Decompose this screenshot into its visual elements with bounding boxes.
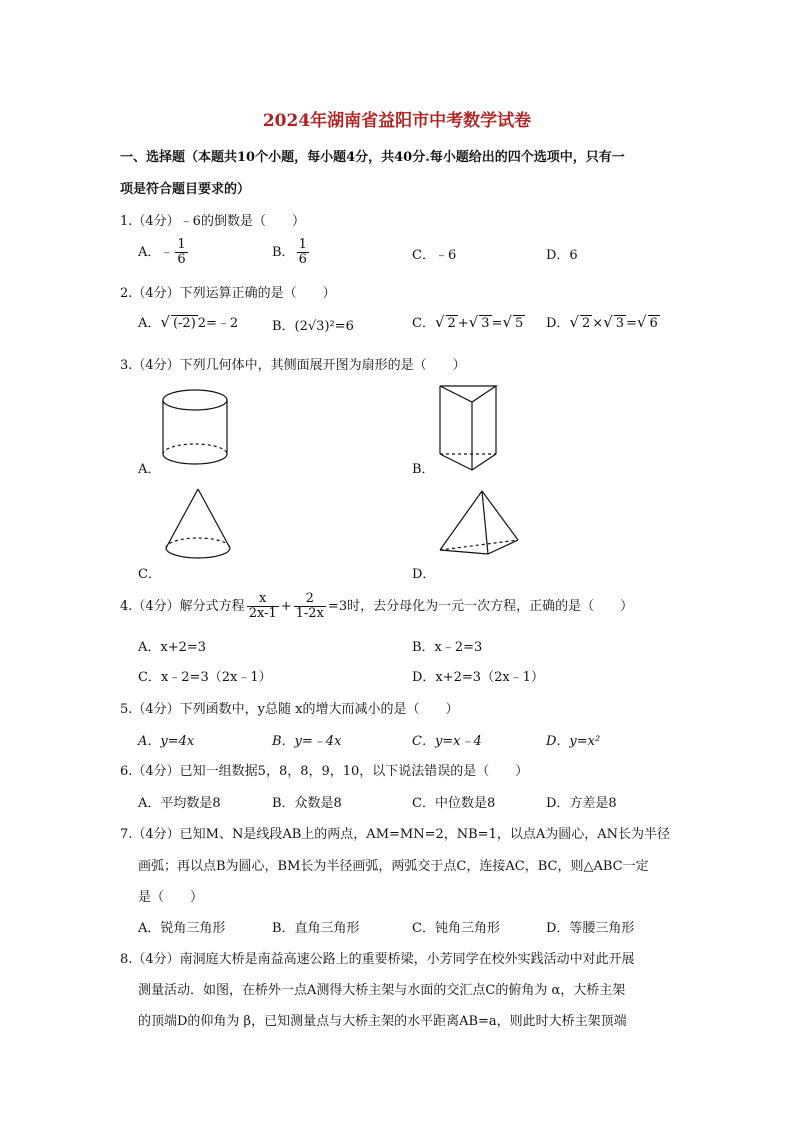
q2-c-label: C． — [412, 316, 435, 331]
q2-option-b[interactable]: B．(2√3)²=6 — [272, 319, 354, 334]
q6-option-b[interactable]: B．众数是8 — [272, 796, 342, 811]
q1-option-b[interactable] — [272, 238, 311, 267]
q2-c-eq: = — [491, 316, 503, 331]
q2-d-label: D． — [546, 316, 570, 331]
section-heading-line1: 一、选择题（本题共10个小题，每小题4分，共40分.每小题给出的四个选项中，只有一 — [120, 150, 625, 165]
q4-stem-post: =3时，去分母化为一元一次方程，正确的是（ ） — [327, 599, 634, 614]
q1-b-fraction — [297, 238, 309, 267]
q2-option-a[interactable] — [138, 312, 238, 331]
sqrt-icon: √ — [603, 313, 613, 331]
q2-d-r1: 2 — [582, 316, 591, 331]
q3-option-d[interactable]: D． — [412, 567, 436, 582]
q1-a-sign: ﹣ — [160, 245, 174, 260]
q1-a-label: A． — [138, 245, 161, 260]
q6-stem: 6.（4分）已知一组数据5，8，8，9，10，以下说法错误的是（ ） — [120, 764, 529, 779]
q7-line1: 7.（4分）已知M、N是线段AB上的两点，AM=MN=2，NB=1，以点A为圆心，AN长为半径 — [120, 827, 670, 842]
q1-b-den: 6 — [298, 252, 307, 267]
q2-d-eq: = — [626, 316, 637, 331]
q3-stem: 3.（4分）下列几何体中，其侧面展开图为扇形的是（ ） — [120, 358, 466, 373]
q7-option-a[interactable]: A．锐角三角形 — [138, 921, 226, 936]
q4-plus: + — [280, 599, 292, 614]
q5-option-d[interactable]: D．y=x² — [546, 734, 601, 749]
q1-option-c[interactable]: C．﹣6 — [412, 248, 457, 263]
q6-option-d[interactable]: D．方差是8 — [546, 796, 617, 811]
q3-option-c[interactable]: C． — [138, 567, 161, 582]
q2-a-tail: 2=﹣2 — [197, 316, 239, 331]
q2-d-times: × — [592, 316, 604, 331]
q5-option-a[interactable]: A．y=4x — [138, 734, 195, 749]
q4-option-d[interactable]: D．x+2=3（2x﹣1） — [412, 670, 544, 685]
q7-option-b[interactable]: B．直角三角形 — [272, 921, 360, 936]
q4-option-a[interactable]: A．x+2=3 — [138, 640, 207, 655]
q5-option-c[interactable]: C．y=x﹣4 — [412, 734, 482, 749]
q4-fraction-1 — [247, 592, 279, 621]
sqrt-icon: √ — [636, 313, 647, 331]
q4-f2-num: 2 — [294, 592, 326, 607]
q2-option-c[interactable] — [412, 312, 525, 331]
q3-option-a[interactable]: A． — [138, 462, 161, 477]
q5-stem: 5.（4分）下列函数中，y总随 x的增大而减小的是（ ） — [120, 702, 459, 717]
q2-a-radicand: (-2) — [172, 316, 196, 331]
q2-a-label: A． — [138, 316, 161, 331]
q1-option-d[interactable]: D．6 — [546, 248, 578, 263]
q1-a-fraction — [175, 238, 187, 267]
tetrahedron-figure — [432, 488, 528, 564]
q1-a-num: 1 — [177, 237, 186, 252]
q7-option-c[interactable]: C．钝角三角形 — [412, 921, 500, 936]
q4-f1-den: 2x-1 — [248, 606, 277, 621]
cylinder-figure — [155, 386, 235, 470]
q2-d-r2: 3 — [615, 316, 625, 331]
q4-f2-den: 1-2x — [295, 606, 324, 621]
q4-f1-num: x — [247, 592, 279, 607]
q6-option-a[interactable]: A．平均数是8 — [138, 796, 221, 811]
q1-a-den: 6 — [177, 252, 186, 267]
triangular-prism-figure — [432, 382, 532, 476]
q8-line2: 测量活动．如图，在桥外一点A测得大桥主架与水面的交汇点C的俯角为 α，大桥主架 — [138, 983, 626, 998]
q2-c-r2: 3 — [481, 316, 490, 331]
sqrt-icon: √ — [434, 313, 445, 331]
q4-stem-pre: 4.（4分）解分式方程 — [120, 599, 245, 614]
q1-b-label: B． — [272, 245, 295, 260]
sqrt-icon: √ — [468, 313, 479, 331]
q2-c-plus: + — [457, 316, 469, 331]
q7-line3: 是（ ） — [138, 890, 204, 905]
sqrt-icon: √ — [569, 313, 579, 331]
q5-option-b[interactable]: B．y=﹣4x — [272, 734, 342, 749]
q7-option-d[interactable]: D．等腰三角形 — [546, 921, 635, 936]
sqrt-icon: √ — [160, 313, 170, 331]
cone-figure — [158, 486, 238, 566]
q4-option-b[interactable]: B．x﹣2=3 — [412, 640, 483, 655]
q7-line2: 画弧；再以点B为圆心，BM长为半径画弧，两弧交于点C，连接AC，BC，则△ABC一定 — [138, 859, 649, 874]
sqrt-icon: √ — [502, 313, 513, 331]
q2-c-r1: 2 — [447, 316, 456, 331]
q1-stem: 1.（4分）﹣6的倒数是（ ） — [120, 214, 305, 229]
q1-option-a[interactable] — [138, 238, 190, 267]
q4-fraction-2 — [294, 592, 326, 621]
page-title: 2024年湖南省益阳市中考数学试卷 — [262, 111, 532, 131]
q3-option-b[interactable]: B． — [412, 462, 435, 477]
q2-stem: 2.（4分）下列运算正确的是（ ） — [120, 286, 336, 301]
q4-option-c[interactable]: C．x﹣2=3（2x﹣1） — [138, 670, 272, 685]
q2-d-r3: 6 — [649, 316, 658, 331]
q2-option-d[interactable] — [546, 312, 660, 331]
q8-line1: 8.（4分）南洞庭大桥是南益高速公路上的重要桥梁，小芳同学在校外实践活动中对此开展 — [120, 952, 635, 967]
q4-stem — [120, 592, 633, 621]
q6-option-c[interactable]: C．中位数是8 — [412, 796, 496, 811]
section-heading-line2: 项是符合题目要求的） — [120, 182, 251, 197]
q8-line3: 的顶端D的仰角为 β，已知测量点与大桥主架的水平距离AB=a，则此时大桥主架顶端 — [138, 1014, 627, 1029]
q2-c-r3: 5 — [515, 316, 524, 331]
q1-b-num: 1 — [298, 237, 307, 252]
